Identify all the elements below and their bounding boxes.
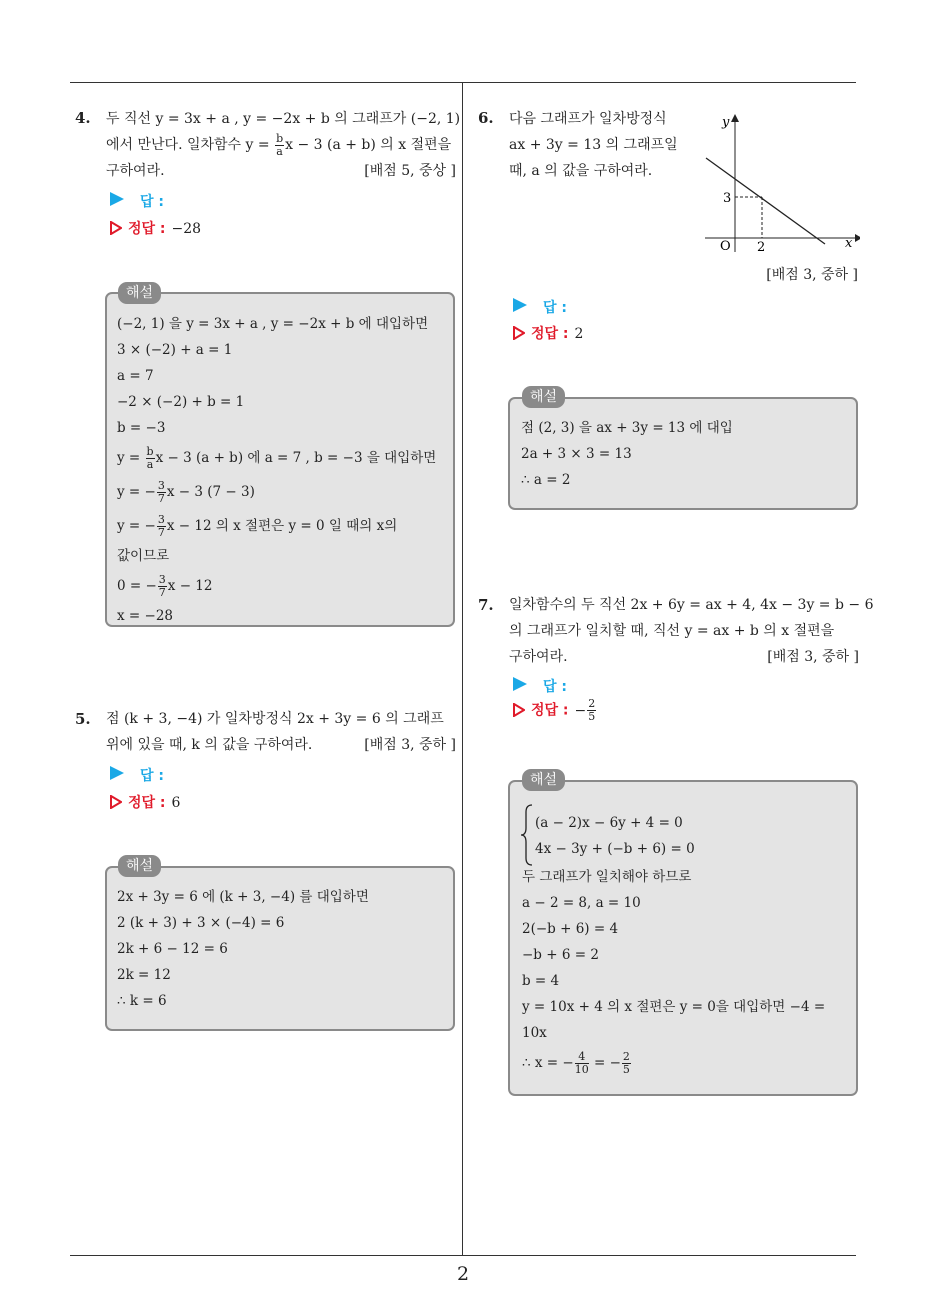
frac-den: 7 [158,586,166,599]
sol-text: 0 = − [117,578,157,594]
problem-6-answer-row [513,297,567,317]
problem-5-line-2-text: 위에 있을 때, k 의 값을 구하여라. [106,737,313,753]
frac-num: 3 [157,513,165,526]
sol-line: 10x [522,1025,547,1041]
frac-den: a [276,144,283,158]
problem-4-line-2b: x − 3 (a + b) 의 x 절편을 [285,137,452,153]
frac-den: 7 [157,526,165,539]
frac-num: 3 [157,479,165,492]
problem-6-solution [521,415,733,493]
origin-label: O [720,239,731,254]
y-axis-label: y [722,115,730,130]
sol-line: ∴ a = 2 [521,472,571,488]
play-triangle-icon [110,192,124,206]
x-tick-label: 2 [757,240,766,255]
correct-label: 정답 : [531,702,569,719]
problem-4-number: 4. [75,109,91,127]
sol-line: 3 × (−2) + a = 1 [117,342,233,358]
problem-4-line-3-text: 구하여라. [106,163,165,179]
solution-tag: 해설 [118,282,161,304]
solution-tag: 해설 [522,386,565,408]
column-divider [462,82,463,1256]
problem-5-number: 5. [75,710,91,728]
top-rule [70,82,856,83]
problem-7-system [535,810,695,862]
problem-7-line-1: 일차함수의 두 직선 2x + 6y = ax + 4, 4x − 3y = b − 6 [509,597,874,613]
sol-line: y = 10x + 4 의 x 절편은 y = 0을 대입하면 −4 = [522,999,826,1015]
problem-7-text [509,592,874,670]
problem-6-line-3: 때, a 의 값을 구하여라. [509,163,653,179]
problem-4-answer-row [110,191,164,211]
fraction [622,1051,631,1076]
sol-line: a = 7 [117,368,154,384]
sol-line [522,1046,825,1080]
sol-line: −b + 6 = 2 [522,947,599,963]
problem-6-number: 6. [478,109,494,127]
sol-line: (−2, 1) 을 y = 3x + a , y = −2x + b 에 대입하면 [117,316,429,332]
fraction [575,1051,589,1076]
problem-4-line-2a: 에서 만난다. 일차함수 y = [106,137,270,153]
sol-line: (a − 2)x − 6y + 4 = 0 [535,815,683,831]
fraction [157,480,166,505]
frac-num: 2 [588,697,596,710]
problem-6-line-1: 다음 그래프가 일차방정식 [509,111,667,127]
problem-5-solution [117,884,369,1014]
correct-value: −28 [171,221,202,237]
frac-num: 4 [575,1051,589,1064]
sol-line: 2x + 3y = 6 에 (k + 3, −4) 를 대입하면 [117,889,369,905]
problem-6-text [509,106,699,184]
frac-num: b [276,131,284,145]
correct-label: 정답 : [128,795,166,811]
outline-triangle-icon [110,221,122,235]
frac-den: a [146,458,154,471]
sol-text: x − 3 (7 − 3) [166,484,255,500]
problem-4-line-1: 두 직선 y = 3x + a , y = −2x + b 의 그래프가 (−2, 1) [106,111,461,127]
sol-line: 2 (k + 3) + 3 × (−4) = 6 [117,915,285,931]
problem-7-correct-row [513,698,597,723]
answer-label: 답 : [140,768,164,784]
sol-text: ∴ x = − [522,1055,574,1071]
x-axis-arrow [855,234,860,242]
frac-num: 3 [158,573,166,586]
fraction [158,574,167,599]
outline-triangle-icon [513,326,525,340]
frac-den: 5 [622,1063,630,1076]
correct-value: 6 [171,795,181,811]
frac-num: b [146,445,154,458]
problem-6-grade: [배점 3, 중하 ] [766,267,858,283]
sol-line: 2k + 6 − 12 = 6 [117,941,228,957]
frac-num: 2 [622,1050,630,1063]
problem-7-line-3 [509,644,859,670]
sol-line: ∴ k = 6 [117,993,167,1009]
problem-6-correct-row [513,323,583,343]
correct-sign: − [574,702,587,719]
sol-line: x = −28 [117,608,173,624]
problem-7-answer-row [513,676,567,696]
correct-label: 정답 : [531,326,569,342]
sol-line: 2(−b + 6) = 4 [522,921,619,937]
solution-tag: 해설 [118,855,161,877]
sol-line: 두 그래프가 일치해야 하므로 [522,869,692,885]
sol-text: = − [594,1055,621,1071]
play-triangle-icon [110,766,124,780]
frac-den: 10 [574,1063,589,1076]
correct-label: 정답 : [128,221,166,237]
sol-text: x − 12 의 x 절편은 y = 0 일 때의 x의 [166,518,398,534]
sol-line [117,569,436,603]
sol-line: b = −3 [117,420,166,436]
correct-value [574,697,598,723]
sol-line: b = 4 [522,973,560,989]
sol-text: y = − [117,484,156,500]
problem-5-correct-row [110,792,180,812]
fraction [275,133,284,158]
fraction [157,514,166,539]
page-number: 2 [456,1263,470,1285]
problem-4-text [106,106,461,184]
frac-den: 5 [588,710,596,723]
problem-4-grade: [배점 5, 중상 ] [364,163,456,179]
sol-line: 2a + 3 × 3 = 13 [521,446,632,462]
frac-den: 7 [157,492,165,505]
problem-5-line-1: 점 (k + 3, −4) 가 일차방정식 2x + 3y = 6 의 그래프 [106,711,444,727]
sol-text: x − 12 [167,578,213,594]
sol-text: y = − [117,518,156,534]
sol-line: 2k = 12 [117,967,171,983]
problem-4-correct-row [110,218,201,238]
sol-text: x − 3 (a + b) 에 a = 7 , b = −3 을 대입하면 [155,450,437,466]
y-axis-arrow [731,114,739,122]
problem-7-line-2: 의 그래프가 일치할 때, 직선 y = ax + b 의 x 절편을 [509,623,835,639]
problem-5-line-2 [106,732,456,758]
answer-label: 답 : [140,194,164,210]
problem-6-graph [700,112,860,262]
sol-line: −2 × (−2) + b = 1 [117,394,245,410]
answer-label: 답 : [543,679,567,695]
solution-tag: 해설 [522,769,565,791]
sol-text: y = [117,450,141,466]
correct-value: 2 [574,326,584,342]
fraction [587,698,596,723]
bottom-rule [70,1255,856,1256]
problem-4-solution [117,311,436,629]
problem-5-text [106,706,456,758]
problem-4-line-3 [106,158,456,184]
x-axis-label: x [845,236,853,251]
problem-6-line-2: ax + 3y = 13 의 그래프일 [509,137,678,153]
problem-7-number: 7. [478,596,494,614]
outline-triangle-icon [110,795,122,809]
problem-5-grade: [배점 3, 중하 ] [364,737,456,753]
problem-4-line-2 [106,132,456,158]
sol-line [117,475,436,509]
sol-line: 점 (2, 3) 을 ax + 3y = 13 에 대입 [521,420,733,436]
system-brace [520,804,534,866]
answer-label: 답 : [543,300,567,316]
play-triangle-icon [513,298,527,312]
fraction [146,446,155,471]
sol-line: 4x − 3y + (−b + 6) = 0 [535,841,695,857]
problem-7-grade: [배점 3, 중하 ] [767,649,859,665]
sol-line [117,441,436,475]
problem-7-line-3-text: 구하여라. [509,649,568,665]
problem-5-answer-row [110,765,164,785]
outline-triangle-icon [513,703,525,717]
y-tick-label: 3 [723,191,732,206]
problem-7-solution [522,864,825,1080]
sol-line [117,509,436,543]
sol-line: 값이므로 [117,548,170,564]
play-triangle-icon [513,677,527,691]
sol-line: a − 2 = 8, a = 10 [522,895,641,911]
